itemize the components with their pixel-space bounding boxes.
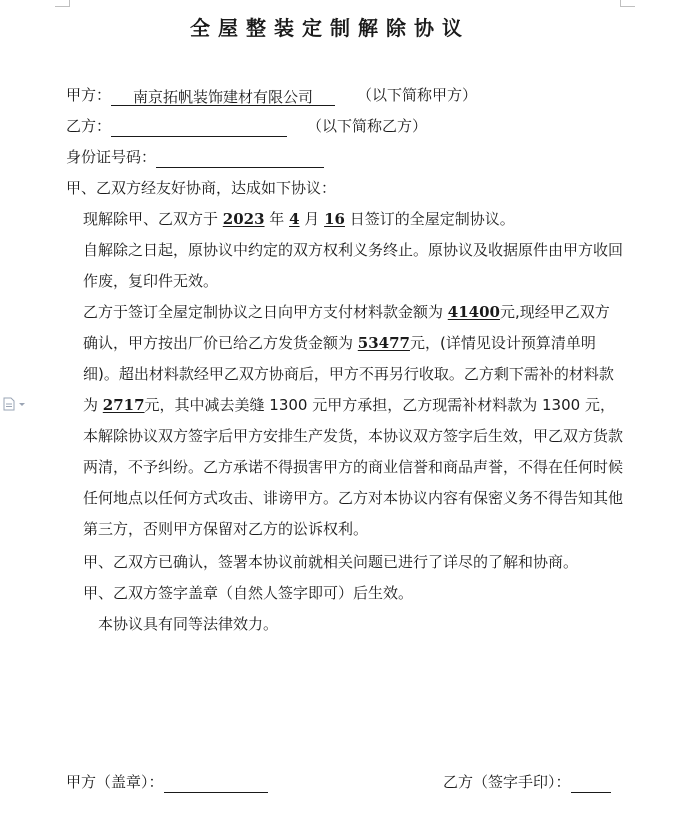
party-a-note: （以下简称甲方） <box>357 86 478 104</box>
intro-text: 甲、乙双方经友好协商，达成如下协议： <box>66 179 337 197</box>
signature-party-a <box>66 771 268 793</box>
amount-paid: 41400 <box>447 303 500 321</box>
party-a-name-field[interactable] <box>111 86 335 106</box>
signature-party-b <box>443 771 611 793</box>
contract-day: 16 <box>324 210 345 228</box>
party-b-line <box>66 115 427 137</box>
amount-shipped: 53477 <box>357 334 410 352</box>
signature-b-field[interactable] <box>571 773 611 793</box>
party-b-name-field[interactable] <box>111 117 287 137</box>
signature-a-label: 甲方（盖章）： <box>66 773 164 791</box>
id-number-field[interactable] <box>156 148 324 168</box>
signature-b-label: 乙方（签字手印）： <box>443 773 571 791</box>
clause-dissolution-date: 现解除甲、乙双方于 2023 年 4 月 16 日签订的全屋定制协议。 <box>83 210 515 228</box>
amount-due: 2717 <box>102 396 145 414</box>
clause-effective: 甲、乙双方签字盖章（自然人签字即可）后生效。 <box>83 584 414 602</box>
clause-confirmation: 甲、乙双方已确认，签署本协议前就相关问题已进行了详尽的了解和协商。 <box>83 553 579 571</box>
clause-termination: 自解除之日起，原协议中约定的双方权利义务终止。原协议及收据原件由甲方收回作废，复印件无效。 <box>83 241 624 290</box>
clause-legal-effect: 本协议具有同等法律效力。 <box>98 615 279 633</box>
party-a-line <box>66 84 477 106</box>
id-number-line <box>66 146 324 168</box>
party-b-label: 乙方： <box>66 117 112 135</box>
document-icon[interactable] <box>2 396 28 410</box>
page-corner-mark-left <box>55 0 70 7</box>
signature-a-field[interactable] <box>164 773 268 793</box>
party-a-name: 南京拓帆装饰建材有限公司 <box>133 88 314 106</box>
clause-payment: 乙方于签订全屋定制协议之日向甲方支付材料款金额为 41400元,现经甲乙双方确认，甲方按出厂价已给乙方发货金额为 53477元，(详情见设计预算清单明细)。超出材料款经甲乙双方协商后，甲方不再另行收取。乙方剩下需补的材料款为 2717元，其中减去美缝 1300 元甲方承担，乙方现需补材料款为 1300 元，本解除协议双方签字后甲方安排生产发货，本协议双方签字后生效，甲乙双方货款两清，不予纠纷。乙方承诺不得损害甲方的商业信誉和商品声誉，不得在任何时候任何地点以任何方式攻击、诽谤甲方。乙方对本协议内容有保密义务不得告知其他第三方，否则甲方保留对乙方的讼诉权利。 <box>83 303 624 538</box>
contract-year: 2023 <box>222 210 265 228</box>
party-b-note: （以下简称乙方） <box>307 117 428 135</box>
contract-month: 4 <box>289 210 300 228</box>
page-corner-mark-right <box>620 0 635 7</box>
party-a-label: 甲方： <box>66 86 112 104</box>
id-number-label: 身份证号码： <box>66 148 157 166</box>
document-title: 全屋整装定制解除协议 <box>190 16 470 40</box>
